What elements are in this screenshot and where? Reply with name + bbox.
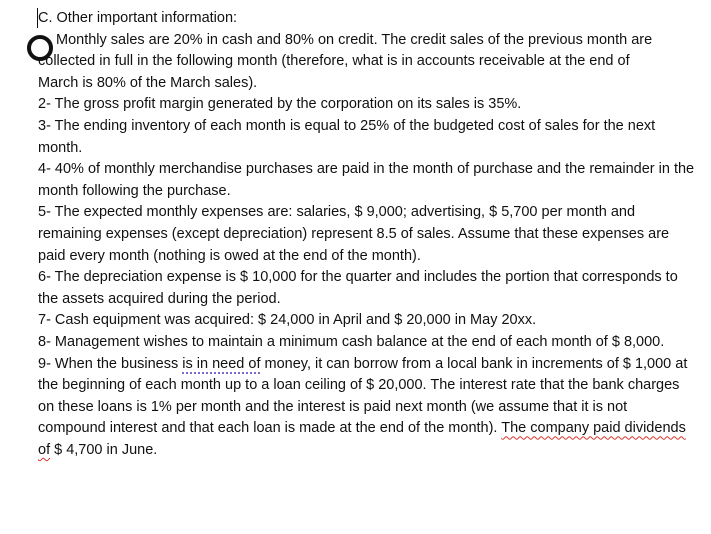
item-9-part-a: 9- When the business bbox=[38, 355, 183, 372]
item-9-part-e: $ 4,700 in June. bbox=[50, 441, 158, 458]
section-heading: C. Other important information: bbox=[38, 10, 238, 26]
item-1-line-1: Monthly sales are 20% in cash and 80% on credit. The credit sales of the previous month are bbox=[56, 31, 653, 48]
item-8: 8- Management wishes to maintain a minimum cash balance at the end of each month of $ 8,000. bbox=[38, 333, 665, 350]
item-3: 3- The ending inventory of each month is equal to 25% of the budgeted cost of sales for the next month. bbox=[38, 117, 656, 156]
item-5: 5- The expected monthly expenses are: salaries, $ 9,000; advertising, $ 5,700 per month and remaining expenses (except depreciation) represent 8.5 of sales. Assume that these expenses are paid every month (nothing is owed at the end of the month). bbox=[38, 204, 670, 264]
item-9-part-c: money, it can borrow from a local bank in increments of $ 1,000 at the beginning of each month up to a loan ceiling of $ 20,000. The interest rate that the bank charges on these loans is 1% per month and the interest is paid next month (we assume that it is not compound interest and that each loan is made at the end of the month). bbox=[38, 355, 688, 437]
document-body bbox=[38, 8, 698, 461]
item-1-line-2: collected in full in the following month (therefore, what is in accounts receivable at the end of bbox=[38, 53, 630, 70]
item-2: 2- The gross profit margin generated by the corporation on its sales is 35%. bbox=[38, 96, 522, 113]
item-6: 6- The depreciation expense is $ 10,000 for the quarter and includes the portion that corresponds to the assets acquired during the period. bbox=[38, 269, 678, 307]
grammar-flag: is in need of bbox=[182, 355, 261, 372]
item-1 bbox=[38, 30, 698, 95]
item-9 bbox=[38, 354, 698, 462]
item-4: 4- 40% of monthly merchandise purchases are paid in the month of purchase and the remainder in the month following the purchase. bbox=[38, 161, 695, 199]
item-7: 7- Cash equipment was acquired: $ 24,000 in April and $ 20,000 in May 20xx. bbox=[38, 312, 537, 329]
spelling-flag: The company paid dividends of bbox=[38, 420, 686, 458]
item-1-line-3: March is 80% of the March sales). bbox=[38, 74, 258, 91]
